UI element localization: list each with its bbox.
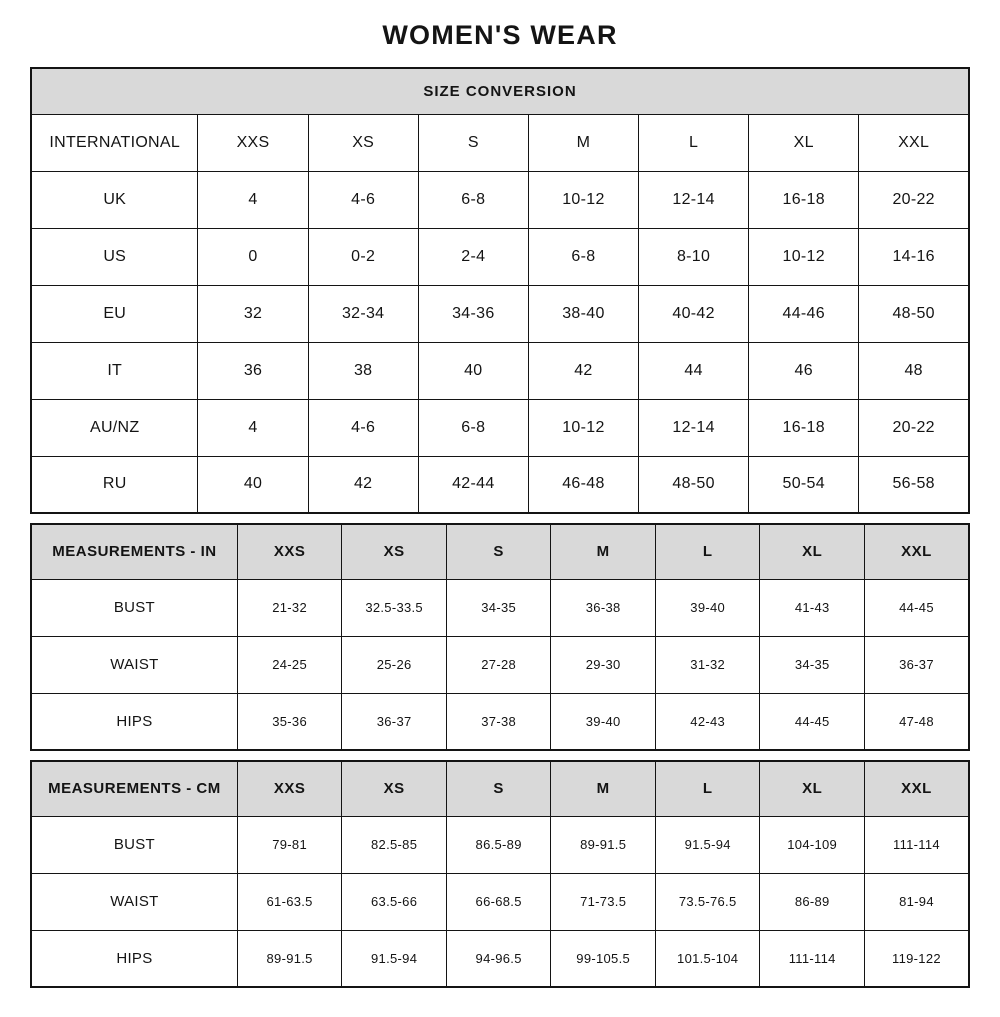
value-cell: L	[639, 114, 749, 171]
value-cell: 73.5-76.5	[655, 873, 760, 930]
value-cell: 4	[198, 399, 308, 456]
value-cell: 104-109	[760, 816, 865, 873]
value-cell: 6-8	[528, 228, 638, 285]
measurements-cm-body	[31, 761, 969, 987]
size-column-header: XXS	[237, 524, 342, 579]
table-row	[31, 228, 969, 285]
row-label: HIPS	[31, 930, 237, 987]
value-cell: 44-45	[864, 579, 969, 636]
value-cell: 40-42	[639, 285, 749, 342]
value-cell: 6-8	[418, 171, 528, 228]
size-column-header: S	[446, 524, 551, 579]
row-label: US	[31, 228, 198, 285]
table-row	[31, 873, 969, 930]
measurements-cm-table	[30, 760, 970, 988]
size-conversion-title-row	[31, 68, 969, 114]
row-label: HIPS	[31, 693, 237, 750]
size-column-header: M	[551, 524, 656, 579]
value-cell: 38	[308, 342, 418, 399]
value-cell: M	[528, 114, 638, 171]
value-cell: 16-18	[749, 399, 859, 456]
value-cell: 63.5-66	[342, 873, 447, 930]
value-cell: 37-38	[446, 693, 551, 750]
size-column-header: XL	[760, 761, 865, 816]
value-cell: 42-44	[418, 456, 528, 513]
value-cell: 36	[198, 342, 308, 399]
table-row	[31, 816, 969, 873]
size-column-header: L	[655, 524, 760, 579]
value-cell: 42-43	[655, 693, 760, 750]
value-cell: 36-37	[864, 636, 969, 693]
measurements-in-table	[30, 523, 970, 751]
value-cell: 89-91.5	[237, 930, 342, 987]
table-row	[31, 114, 969, 171]
value-cell: 48-50	[639, 456, 749, 513]
value-cell: S	[418, 114, 528, 171]
value-cell: 61-63.5	[237, 873, 342, 930]
value-cell: 81-94	[864, 873, 969, 930]
value-cell: 14-16	[859, 228, 969, 285]
size-column-header: XXS	[237, 761, 342, 816]
row-label: BUST	[31, 816, 237, 873]
row-label: EU	[31, 285, 198, 342]
value-cell: 44-46	[749, 285, 859, 342]
value-cell: 46-48	[528, 456, 638, 513]
value-cell: 48	[859, 342, 969, 399]
size-column-header: M	[551, 761, 656, 816]
value-cell: 66-68.5	[446, 873, 551, 930]
table-row	[31, 636, 969, 693]
measurements-in-title: MEASUREMENTS - IN	[31, 524, 237, 579]
value-cell: 111-114	[864, 816, 969, 873]
value-cell: 35-36	[237, 693, 342, 750]
value-cell: 91.5-94	[342, 930, 447, 987]
row-label: INTERNATIONAL	[31, 114, 198, 171]
size-conversion-table	[30, 67, 970, 514]
size-column-header: XXL	[864, 761, 969, 816]
value-cell: 71-73.5	[551, 873, 656, 930]
value-cell: 39-40	[655, 579, 760, 636]
value-cell: 31-32	[655, 636, 760, 693]
value-cell: 47-48	[864, 693, 969, 750]
value-cell: 16-18	[749, 171, 859, 228]
value-cell: 32	[198, 285, 308, 342]
table-row	[31, 342, 969, 399]
value-cell: 101.5-104	[655, 930, 760, 987]
value-cell: 56-58	[859, 456, 969, 513]
size-column-header: XS	[342, 524, 447, 579]
table-row	[31, 285, 969, 342]
size-conversion-title: SIZE CONVERSION	[31, 68, 969, 114]
value-cell: 20-22	[859, 399, 969, 456]
measurements-in-body	[31, 524, 969, 750]
measurements-in-header-row	[31, 524, 969, 579]
value-cell: 6-8	[418, 399, 528, 456]
row-label: AU/NZ	[31, 399, 198, 456]
value-cell: 99-105.5	[551, 930, 656, 987]
value-cell: 0-2	[308, 228, 418, 285]
size-column-header: XL	[760, 524, 865, 579]
value-cell: 10-12	[528, 171, 638, 228]
value-cell: 29-30	[551, 636, 656, 693]
value-cell: 4	[198, 171, 308, 228]
value-cell: 79-81	[237, 816, 342, 873]
value-cell: 44-45	[760, 693, 865, 750]
table-row	[31, 930, 969, 987]
value-cell: 4-6	[308, 171, 418, 228]
row-label: WAIST	[31, 636, 237, 693]
value-cell: 40	[198, 456, 308, 513]
size-conversion-body	[31, 68, 969, 513]
size-column-header: XS	[342, 761, 447, 816]
value-cell: 40	[418, 342, 528, 399]
value-cell: 48-50	[859, 285, 969, 342]
value-cell: 42	[528, 342, 638, 399]
table-row	[31, 579, 969, 636]
value-cell: 32-34	[308, 285, 418, 342]
value-cell: 2-4	[418, 228, 528, 285]
value-cell: 39-40	[551, 693, 656, 750]
row-label: WAIST	[31, 873, 237, 930]
value-cell: 89-91.5	[551, 816, 656, 873]
value-cell: 4-6	[308, 399, 418, 456]
value-cell: 32.5-33.5	[342, 579, 447, 636]
value-cell: XL	[749, 114, 859, 171]
value-cell: 36-38	[551, 579, 656, 636]
table-row	[31, 693, 969, 750]
value-cell: 91.5-94	[655, 816, 760, 873]
value-cell: 86.5-89	[446, 816, 551, 873]
value-cell: 111-114	[760, 930, 865, 987]
value-cell: 34-35	[760, 636, 865, 693]
value-cell: 12-14	[639, 399, 749, 456]
value-cell: 119-122	[864, 930, 969, 987]
value-cell: 24-25	[237, 636, 342, 693]
table-row	[31, 456, 969, 513]
size-column-header: S	[446, 761, 551, 816]
value-cell: 34-35	[446, 579, 551, 636]
page-title: WOMEN'S WEAR	[382, 20, 618, 50]
table-row	[31, 171, 969, 228]
value-cell: 10-12	[749, 228, 859, 285]
row-label: BUST	[31, 579, 237, 636]
value-cell: 27-28	[446, 636, 551, 693]
value-cell: 38-40	[528, 285, 638, 342]
row-label: UK	[31, 171, 198, 228]
row-label: IT	[31, 342, 198, 399]
size-column-header: L	[655, 761, 760, 816]
value-cell: 86-89	[760, 873, 865, 930]
row-label: RU	[31, 456, 198, 513]
value-cell: 94-96.5	[446, 930, 551, 987]
measurements-cm-header-row	[31, 761, 969, 816]
value-cell: XXL	[859, 114, 969, 171]
table-row	[31, 399, 969, 456]
value-cell: 42	[308, 456, 418, 513]
value-cell: 46	[749, 342, 859, 399]
value-cell: 12-14	[639, 171, 749, 228]
value-cell: 41-43	[760, 579, 865, 636]
value-cell: 8-10	[639, 228, 749, 285]
size-column-header: XXL	[864, 524, 969, 579]
value-cell: 20-22	[859, 171, 969, 228]
value-cell: 0	[198, 228, 308, 285]
value-cell: 10-12	[528, 399, 638, 456]
value-cell: XS	[308, 114, 418, 171]
value-cell: 34-36	[418, 285, 528, 342]
value-cell: 50-54	[749, 456, 859, 513]
value-cell: 44	[639, 342, 749, 399]
value-cell: XXS	[198, 114, 308, 171]
value-cell: 25-26	[342, 636, 447, 693]
value-cell: 82.5-85	[342, 816, 447, 873]
measurements-cm-title: MEASUREMENTS - CM	[31, 761, 237, 816]
value-cell: 21-32	[237, 579, 342, 636]
value-cell: 36-37	[342, 693, 447, 750]
